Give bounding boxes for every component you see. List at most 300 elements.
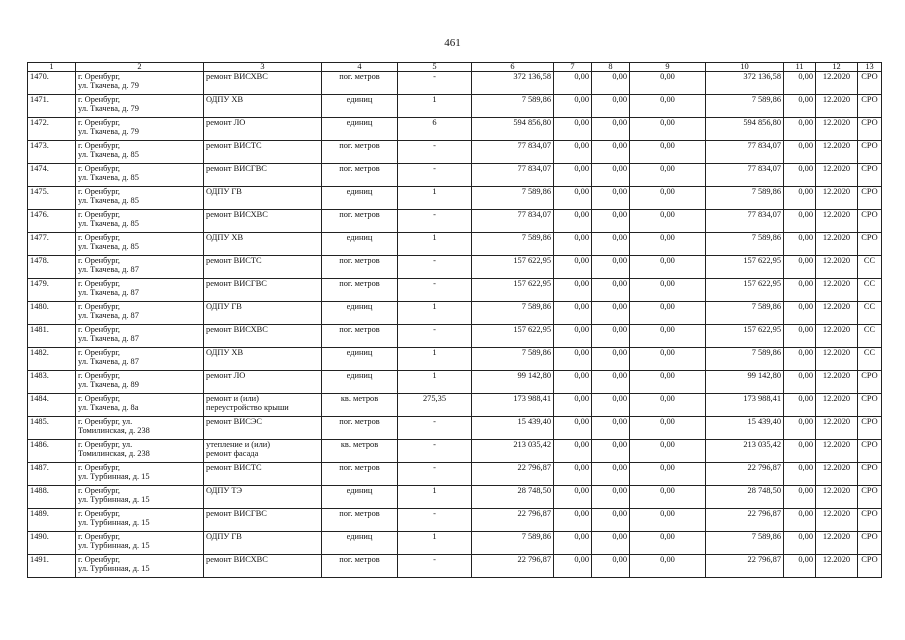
unit-cell: пог. метров — [322, 256, 398, 279]
value-cell: 0,00 — [630, 302, 706, 325]
date-cell: 12.2020 — [816, 233, 858, 256]
address-cell-line: г. Оренбург, — [78, 555, 121, 564]
row-number: 1471. — [28, 95, 76, 118]
address-cell — [76, 555, 204, 578]
value-cell: 0,00 — [630, 279, 706, 302]
date-cell: 12.2020 — [816, 532, 858, 555]
value-cell: 0,00 — [554, 325, 592, 348]
work-type-cell-line: ремонт ВИСХВС — [206, 72, 268, 81]
address-cell — [76, 463, 204, 486]
value-cell: 0,00 — [784, 394, 816, 417]
type-cell: СРО — [858, 486, 882, 509]
header-row — [28, 63, 882, 72]
value-cell: 0,00 — [592, 555, 630, 578]
value-cell: 77 834,07 — [706, 141, 784, 164]
value-cell: 0,00 — [784, 210, 816, 233]
work-type-cell — [204, 210, 322, 233]
row-number: 1488. — [28, 486, 76, 509]
unit-cell: пог. метров — [322, 463, 398, 486]
value-cell: 0,00 — [592, 279, 630, 302]
address-cell-line: ул. Ткачева, д. 87 — [78, 288, 139, 298]
total-cost-cell: 173 988,41 — [472, 394, 554, 417]
value-cell: 0,00 — [554, 440, 592, 463]
address-cell-line: ул. Ткачева, д. 79 — [78, 104, 139, 114]
address-cell-line: г. Оренбург, — [78, 141, 121, 150]
total-cost-cell: 594 856,80 — [472, 118, 554, 141]
value-cell: 0,00 — [630, 95, 706, 118]
total-cost-cell: 7 589,86 — [472, 348, 554, 371]
value-cell: 157 622,95 — [706, 256, 784, 279]
total-cost-cell: 15 439,40 — [472, 417, 554, 440]
value-cell: 0,00 — [784, 440, 816, 463]
total-cost-cell: 22 796,87 — [472, 555, 554, 578]
value-cell: 77 834,07 — [706, 164, 784, 187]
type-cell: СРО — [858, 72, 882, 95]
row-number: 1476. — [28, 210, 76, 233]
unit-cell: пог. метров — [322, 210, 398, 233]
value-cell: 0,00 — [554, 555, 592, 578]
value-cell: 0,00 — [554, 95, 592, 118]
value-cell: 22 796,87 — [706, 463, 784, 486]
value-cell: 0,00 — [592, 417, 630, 440]
address-cell — [76, 187, 204, 210]
address-cell-line: ул. Ткачева, д. 87 — [78, 265, 139, 275]
value-cell: 157 622,95 — [706, 325, 784, 348]
address-cell-line: г. Оренбург, — [78, 325, 121, 334]
unit-cell: единиц — [322, 486, 398, 509]
work-type-cell-line: ОДПУ ХВ — [206, 348, 244, 357]
address-cell-line: г. Оренбург, — [78, 233, 121, 242]
column-header: 4 — [322, 63, 398, 72]
address-cell-line: ул. Ткачева, д. 85 — [78, 173, 139, 183]
value-cell: 7 589,86 — [706, 532, 784, 555]
work-type-cell-line: ремонт ВИСТС — [206, 141, 262, 150]
unit-cell: пог. метров — [322, 509, 398, 532]
total-cost-cell: 213 035,42 — [472, 440, 554, 463]
row-number: 1470. — [28, 72, 76, 95]
value-cell: 0,00 — [630, 72, 706, 95]
date-cell: 12.2020 — [816, 486, 858, 509]
table-row — [28, 532, 882, 555]
quantity-cell: - — [398, 463, 472, 486]
value-cell: 0,00 — [630, 164, 706, 187]
date-cell: 12.2020 — [816, 325, 858, 348]
value-cell: 7 589,86 — [706, 302, 784, 325]
unit-cell: единиц — [322, 348, 398, 371]
value-cell: 0,00 — [592, 532, 630, 555]
date-cell: 12.2020 — [816, 302, 858, 325]
quantity-cell: 1 — [398, 187, 472, 210]
unit-cell: пог. метров — [322, 279, 398, 302]
value-cell: 99 142,80 — [706, 371, 784, 394]
address-cell — [76, 486, 204, 509]
value-cell: 0,00 — [784, 509, 816, 532]
value-cell: 0,00 — [554, 141, 592, 164]
work-type-cell — [204, 118, 322, 141]
value-cell: 0,00 — [784, 325, 816, 348]
date-cell: 12.2020 — [816, 210, 858, 233]
value-cell: 0,00 — [784, 532, 816, 555]
column-header: 10 — [706, 63, 784, 72]
row-number: 1475. — [28, 187, 76, 210]
row-number: 1484. — [28, 394, 76, 417]
address-cell-line: ул. Ткачева, д. 87 — [78, 311, 139, 321]
address-cell — [76, 72, 204, 95]
date-cell: 12.2020 — [816, 417, 858, 440]
address-cell-line: г. Оренбург, ул. — [78, 417, 133, 426]
address-cell-line: г. Оренбург, — [78, 371, 121, 380]
total-cost-cell: 157 622,95 — [472, 325, 554, 348]
quantity-cell: 1 — [398, 486, 472, 509]
address-cell-line: ул. Турбинная, д. 15 — [78, 564, 150, 574]
table-row — [28, 463, 882, 486]
total-cost-cell: 28 748,50 — [472, 486, 554, 509]
work-type-cell — [204, 141, 322, 164]
address-cell — [76, 394, 204, 417]
value-cell: 0,00 — [784, 95, 816, 118]
value-cell: 0,00 — [784, 348, 816, 371]
type-cell: СРО — [858, 463, 882, 486]
value-cell: 7 589,86 — [706, 95, 784, 118]
date-cell: 12.2020 — [816, 72, 858, 95]
work-type-cell — [204, 486, 322, 509]
value-cell: 0,00 — [592, 233, 630, 256]
value-cell: 0,00 — [630, 509, 706, 532]
column-header: 5 — [398, 63, 472, 72]
value-cell: 0,00 — [784, 256, 816, 279]
value-cell: 0,00 — [554, 302, 592, 325]
value-cell: 0,00 — [630, 256, 706, 279]
value-cell: 0,00 — [784, 72, 816, 95]
work-type-cell-line: ОДПУ ГВ — [206, 302, 242, 311]
value-cell: 0,00 — [592, 325, 630, 348]
value-cell: 0,00 — [784, 417, 816, 440]
column-header: 8 — [592, 63, 630, 72]
table-row — [28, 302, 882, 325]
work-type-cell-line: ремонт ЛО — [206, 371, 246, 380]
type-cell: СС — [858, 302, 882, 325]
quantity-cell: 1 — [398, 532, 472, 555]
table-row — [28, 118, 882, 141]
address-cell-line: ул. Ткачева, д. 79 — [78, 81, 139, 91]
table-row — [28, 555, 882, 578]
total-cost-cell: 77 834,07 — [472, 210, 554, 233]
value-cell: 0,00 — [554, 256, 592, 279]
value-cell: 0,00 — [554, 72, 592, 95]
address-cell — [76, 210, 204, 233]
value-cell: 372 136,58 — [706, 72, 784, 95]
type-cell: СС — [858, 348, 882, 371]
value-cell: 0,00 — [554, 210, 592, 233]
value-cell: 0,00 — [554, 532, 592, 555]
type-cell: СРО — [858, 118, 882, 141]
value-cell: 0,00 — [592, 72, 630, 95]
date-cell: 12.2020 — [816, 95, 858, 118]
quantity-cell: - — [398, 164, 472, 187]
row-number: 1474. — [28, 164, 76, 187]
address-cell-line: г. Оренбург, — [78, 72, 121, 81]
value-cell: 0,00 — [592, 463, 630, 486]
value-cell: 0,00 — [630, 486, 706, 509]
address-cell — [76, 348, 204, 371]
column-header: 1 — [28, 63, 76, 72]
column-header: 7 — [554, 63, 592, 72]
type-cell: СРО — [858, 440, 882, 463]
table-row — [28, 279, 882, 302]
value-cell: 0,00 — [784, 164, 816, 187]
address-cell — [76, 118, 204, 141]
row-number: 1491. — [28, 555, 76, 578]
address-cell-line: ул. Турбинная, д. 15 — [78, 541, 150, 551]
date-cell: 12.2020 — [816, 118, 858, 141]
quantity-cell: - — [398, 417, 472, 440]
unit-cell: единиц — [322, 233, 398, 256]
address-cell — [76, 302, 204, 325]
table-row — [28, 256, 882, 279]
total-cost-cell: 157 622,95 — [472, 279, 554, 302]
total-cost-cell: 7 589,86 — [472, 187, 554, 210]
address-cell — [76, 256, 204, 279]
table-row — [28, 417, 882, 440]
works-table — [27, 62, 882, 578]
value-cell: 0,00 — [592, 371, 630, 394]
value-cell: 157 622,95 — [706, 279, 784, 302]
value-cell: 0,00 — [784, 118, 816, 141]
work-type-cell — [204, 279, 322, 302]
work-type-cell-line: утепление и (или) — [206, 440, 271, 449]
address-cell — [76, 371, 204, 394]
unit-cell: пог. метров — [322, 72, 398, 95]
work-type-cell-line: переустройство крыши — [206, 403, 289, 413]
unit-cell: единиц — [322, 118, 398, 141]
table-row — [28, 394, 882, 417]
quantity-cell: - — [398, 555, 472, 578]
work-type-cell — [204, 256, 322, 279]
work-type-cell-line: ремонт ВИСТС — [206, 463, 262, 472]
table-row — [28, 509, 882, 532]
table-row — [28, 187, 882, 210]
address-cell-line: ул. Турбинная, д. 15 — [78, 495, 150, 505]
row-number: 1489. — [28, 509, 76, 532]
value-cell: 0,00 — [630, 394, 706, 417]
address-cell — [76, 95, 204, 118]
type-cell: СРО — [858, 164, 882, 187]
address-cell-line: ул. Ткачева, д. 87 — [78, 357, 139, 367]
row-number: 1486. — [28, 440, 76, 463]
value-cell: 0,00 — [554, 509, 592, 532]
address-cell-line: ул. Ткачева, д. 85 — [78, 242, 139, 252]
type-cell: СРО — [858, 532, 882, 555]
work-type-cell — [204, 394, 322, 417]
value-cell: 594 856,80 — [706, 118, 784, 141]
page-number: 461 — [444, 37, 461, 49]
address-cell-line: г. Оренбург, — [78, 187, 121, 196]
quantity-cell: - — [398, 72, 472, 95]
column-header: 3 — [204, 63, 322, 72]
address-cell-line: Томилинская, д. 238 — [78, 426, 150, 436]
address-cell — [76, 325, 204, 348]
work-type-cell-line: ремонт ВИСГВС — [206, 509, 267, 518]
value-cell: 0,00 — [592, 302, 630, 325]
value-cell: 0,00 — [554, 279, 592, 302]
date-cell: 12.2020 — [816, 279, 858, 302]
address-cell — [76, 509, 204, 532]
type-cell: СРО — [858, 141, 882, 164]
table-body — [28, 72, 882, 578]
column-header: 6 — [472, 63, 554, 72]
work-type-cell — [204, 463, 322, 486]
work-type-cell-line: ремонт ЛО — [206, 118, 246, 127]
value-cell: 0,00 — [630, 233, 706, 256]
address-cell-line: г. Оренбург, — [78, 164, 121, 173]
work-type-cell — [204, 417, 322, 440]
work-type-cell — [204, 440, 322, 463]
type-cell: СРО — [858, 371, 882, 394]
work-type-cell-line: ремонт ВИСХВС — [206, 210, 268, 219]
column-header: 12 — [816, 63, 858, 72]
value-cell: 0,00 — [554, 486, 592, 509]
value-cell: 173 988,41 — [706, 394, 784, 417]
value-cell: 0,00 — [554, 417, 592, 440]
address-cell — [76, 141, 204, 164]
unit-cell: единиц — [322, 371, 398, 394]
value-cell: 0,00 — [592, 210, 630, 233]
address-cell-line: ул. Турбинная, д. 15 — [78, 472, 150, 482]
table-row — [28, 371, 882, 394]
value-cell: 0,00 — [554, 394, 592, 417]
date-cell: 12.2020 — [816, 371, 858, 394]
row-number: 1481. — [28, 325, 76, 348]
value-cell: 0,00 — [592, 509, 630, 532]
address-cell — [76, 164, 204, 187]
work-type-cell-line: ремонт ВИСГВС — [206, 279, 267, 288]
work-type-cell — [204, 532, 322, 555]
value-cell: 0,00 — [784, 141, 816, 164]
value-cell: 0,00 — [630, 187, 706, 210]
address-cell-line: ул. Турбинная, д. 15 — [78, 518, 150, 528]
row-number: 1483. — [28, 371, 76, 394]
total-cost-cell: 157 622,95 — [472, 256, 554, 279]
value-cell: 0,00 — [630, 440, 706, 463]
row-number: 1479. — [28, 279, 76, 302]
work-type-cell-line: ремонт ВИСХВС — [206, 555, 268, 564]
value-cell: 28 748,50 — [706, 486, 784, 509]
total-cost-cell: 99 142,80 — [472, 371, 554, 394]
value-cell: 0,00 — [784, 302, 816, 325]
row-number: 1490. — [28, 532, 76, 555]
address-cell — [76, 532, 204, 555]
address-cell-line: ул. Ткачева, д. 87 — [78, 334, 139, 344]
quantity-cell: - — [398, 279, 472, 302]
address-cell-line: г. Оренбург, — [78, 532, 121, 541]
work-type-cell-line: ремонт ВИСЭС — [206, 417, 262, 426]
quantity-cell: - — [398, 256, 472, 279]
unit-cell: единиц — [322, 187, 398, 210]
value-cell: 0,00 — [784, 486, 816, 509]
value-cell: 7 589,86 — [706, 233, 784, 256]
value-cell: 0,00 — [554, 348, 592, 371]
value-cell: 0,00 — [630, 118, 706, 141]
value-cell: 0,00 — [784, 555, 816, 578]
table-row — [28, 440, 882, 463]
type-cell: СРО — [858, 394, 882, 417]
address-cell-line: г. Оренбург, — [78, 509, 121, 518]
quantity-cell: 1 — [398, 371, 472, 394]
quantity-cell: - — [398, 141, 472, 164]
work-type-cell — [204, 348, 322, 371]
type-cell: СРО — [858, 210, 882, 233]
total-cost-cell: 7 589,86 — [472, 532, 554, 555]
type-cell: СРО — [858, 417, 882, 440]
row-number: 1487. — [28, 463, 76, 486]
unit-cell: единиц — [322, 95, 398, 118]
date-cell: 12.2020 — [816, 463, 858, 486]
unit-cell: кв. метров — [322, 394, 398, 417]
quantity-cell: 1 — [398, 302, 472, 325]
date-cell: 12.2020 — [816, 555, 858, 578]
unit-cell: кв. метров — [322, 440, 398, 463]
value-cell: 22 796,87 — [706, 509, 784, 532]
unit-cell: пог. метров — [322, 555, 398, 578]
type-cell: СРО — [858, 187, 882, 210]
address-cell-line: г. Оренбург, — [78, 118, 121, 127]
value-cell: 22 796,87 — [706, 555, 784, 578]
quantity-cell: - — [398, 440, 472, 463]
address-cell-line: г. Оренбург, — [78, 394, 121, 403]
value-cell: 0,00 — [592, 394, 630, 417]
total-cost-cell: 22 796,87 — [472, 509, 554, 532]
value-cell: 213 035,42 — [706, 440, 784, 463]
quantity-cell: 1 — [398, 233, 472, 256]
column-header: 13 — [858, 63, 882, 72]
unit-cell: пог. метров — [322, 164, 398, 187]
row-number: 1472. — [28, 118, 76, 141]
value-cell: 0,00 — [630, 463, 706, 486]
table-row — [28, 210, 882, 233]
value-cell: 0,00 — [554, 118, 592, 141]
address-cell-line: ул. Ткачева, д. 79 — [78, 127, 139, 137]
address-cell-line: г. Оренбург, — [78, 348, 121, 357]
work-type-cell-line: ремонт и (или) — [206, 394, 259, 403]
total-cost-cell: 7 589,86 — [472, 233, 554, 256]
date-cell: 12.2020 — [816, 440, 858, 463]
column-header: 11 — [784, 63, 816, 72]
quantity-cell: 6 — [398, 118, 472, 141]
type-cell: СС — [858, 256, 882, 279]
quantity-cell: 1 — [398, 348, 472, 371]
work-type-cell — [204, 371, 322, 394]
row-number: 1473. — [28, 141, 76, 164]
table-row — [28, 486, 882, 509]
type-cell: СРО — [858, 555, 882, 578]
address-cell-line: г. Оренбург, — [78, 256, 121, 265]
address-cell-line: г. Оренбург, — [78, 210, 121, 219]
work-type-cell — [204, 164, 322, 187]
work-type-cell-line: ремонт фасада — [206, 449, 259, 459]
total-cost-cell: 77 834,07 — [472, 141, 554, 164]
value-cell: 77 834,07 — [706, 210, 784, 233]
address-cell-line: ул. Ткачева, д. 85 — [78, 219, 139, 229]
type-cell: СРО — [858, 509, 882, 532]
value-cell: 0,00 — [630, 532, 706, 555]
value-cell: 0,00 — [630, 210, 706, 233]
column-header: 9 — [630, 63, 706, 72]
work-type-cell-line: ОДПУ ТЭ — [206, 486, 243, 495]
value-cell: 0,00 — [630, 417, 706, 440]
work-type-cell-line: ремонт ВИСХВС — [206, 325, 268, 334]
row-number: 1480. — [28, 302, 76, 325]
value-cell: 7 589,86 — [706, 348, 784, 371]
